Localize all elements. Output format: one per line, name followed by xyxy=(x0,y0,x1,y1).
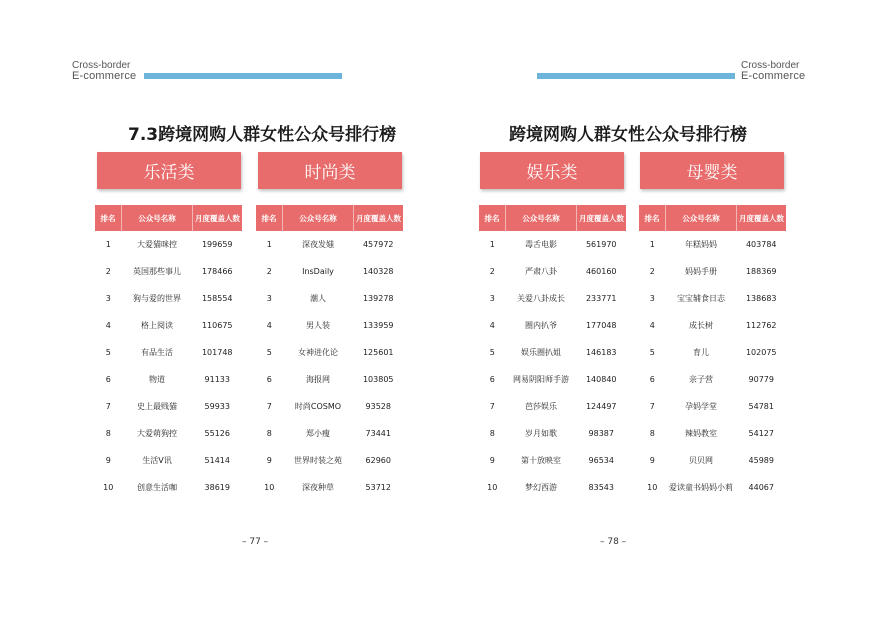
table-row xyxy=(479,366,626,393)
rank-cell: 9 xyxy=(649,456,655,465)
header-bar-right xyxy=(537,73,735,79)
header-coverage: 月度覆盖人数 xyxy=(737,205,787,231)
coverage-cell: 103805 xyxy=(362,375,394,384)
rank-cell: 6 xyxy=(105,375,111,384)
category-banner-entertainment: 娱乐类 xyxy=(480,152,624,189)
rank-cell: 3 xyxy=(489,294,495,303)
table-row xyxy=(256,312,403,339)
rank-cell: 7 xyxy=(266,402,272,411)
account-name-cell: 海报网 xyxy=(306,375,330,384)
table-row xyxy=(256,366,403,393)
header-rank: 排名 xyxy=(479,205,506,231)
coverage-cell: 59933 xyxy=(204,402,230,411)
header-coverage: 月度覆盖人数 xyxy=(193,205,243,231)
ranking-table-leisure xyxy=(95,205,242,501)
coverage-cell: 45989 xyxy=(748,456,774,465)
account-name-cell: 第十放映室 xyxy=(521,456,561,465)
table-row xyxy=(95,447,242,474)
table-row xyxy=(95,393,242,420)
rank-cell: 4 xyxy=(266,321,272,330)
table-row xyxy=(256,285,403,312)
table-row xyxy=(639,447,786,474)
coverage-cell: 54781 xyxy=(748,402,774,411)
account-name-cell: 关爱八卦成长 xyxy=(517,294,565,303)
ranking-table-maternity xyxy=(639,205,786,501)
account-name-cell: 年糕妈妈 xyxy=(685,240,717,249)
account-name-cell: 英国那些事儿 xyxy=(133,267,181,276)
table-row xyxy=(256,474,403,501)
account-name-cell: 大爱猫咪控 xyxy=(137,240,177,249)
coverage-cell: 51414 xyxy=(204,456,230,465)
coverage-cell: 101748 xyxy=(201,348,233,357)
table-row xyxy=(639,393,786,420)
coverage-cell: 403784 xyxy=(745,240,777,249)
account-name-cell: 有品生活 xyxy=(141,348,173,357)
coverage-cell: 98387 xyxy=(588,429,614,438)
rank-cell: 9 xyxy=(489,456,495,465)
table-row xyxy=(479,420,626,447)
table-row xyxy=(95,231,242,258)
account-name-cell: 梦幻西游 xyxy=(525,483,557,492)
category-banner-maternity: 母婴类 xyxy=(640,152,784,189)
coverage-cell: 133959 xyxy=(362,321,394,330)
table-row xyxy=(639,474,786,501)
page-title-left: 7.3跨境网购人群女性公众号排行榜 xyxy=(128,125,397,145)
rank-cell: 9 xyxy=(266,456,272,465)
category-banner-leisure: 乐活类 xyxy=(97,152,241,189)
table-row xyxy=(479,339,626,366)
coverage-cell: 188369 xyxy=(745,267,777,276)
account-name-cell: 圈内扒爷 xyxy=(525,321,557,330)
ranking-table-fashion xyxy=(256,205,403,501)
account-name-cell: 史上最贱猫 xyxy=(137,402,177,411)
coverage-cell: 54127 xyxy=(748,429,774,438)
rank-cell: 4 xyxy=(649,321,655,330)
header-name: 公众号名称 xyxy=(122,205,193,231)
table-row xyxy=(95,474,242,501)
account-name-cell: 女神进化论 xyxy=(298,348,338,357)
rank-cell: 6 xyxy=(266,375,272,384)
header-name: 公众号名称 xyxy=(506,205,577,231)
coverage-cell: 55126 xyxy=(204,429,230,438)
rank-cell: 10 xyxy=(487,483,498,492)
header-rank: 排名 xyxy=(256,205,283,231)
rank-cell: 9 xyxy=(105,456,111,465)
coverage-cell: 83543 xyxy=(588,483,614,492)
rank-cell: 2 xyxy=(649,267,655,276)
account-name-cell: 严肃八卦 xyxy=(525,267,557,276)
rank-cell: 2 xyxy=(489,267,495,276)
account-name-cell: 物道 xyxy=(149,375,165,384)
table-row xyxy=(95,339,242,366)
account-name-cell: 男人装 xyxy=(306,321,330,330)
account-name-cell: 成长树 xyxy=(689,321,713,330)
table-row xyxy=(639,258,786,285)
account-name-cell: 潮人 xyxy=(310,294,326,303)
account-name-cell: 格上阅读 xyxy=(141,321,173,330)
coverage-cell: 124497 xyxy=(585,402,617,411)
table-row xyxy=(479,258,626,285)
table-row xyxy=(256,393,403,420)
category-banner-fashion: 时尚类 xyxy=(258,152,402,189)
rank-cell: 10 xyxy=(264,483,275,492)
table-row xyxy=(639,366,786,393)
coverage-cell: 112762 xyxy=(745,321,777,330)
rank-cell: 1 xyxy=(266,240,272,249)
header-coverage: 月度覆盖人数 xyxy=(354,205,404,231)
header-bar-left xyxy=(144,73,342,79)
rank-cell: 8 xyxy=(489,429,495,438)
rank-cell: 8 xyxy=(105,429,111,438)
account-name-cell: InsDaily xyxy=(302,267,334,276)
table-row xyxy=(95,312,242,339)
page-title-right: 跨境网购人群女性公众号排行榜 xyxy=(509,125,747,145)
page-number-right: – 78 – xyxy=(600,537,627,547)
rank-cell: 7 xyxy=(105,402,111,411)
account-name-cell: 妈妈手册 xyxy=(685,267,717,276)
account-name-cell: 狗与爱的世界 xyxy=(133,294,181,303)
rank-cell: 5 xyxy=(266,348,272,357)
coverage-cell: 139278 xyxy=(362,294,394,303)
rank-cell: 2 xyxy=(266,267,272,276)
coverage-cell: 457972 xyxy=(362,240,394,249)
table-row xyxy=(479,285,626,312)
coverage-cell: 146183 xyxy=(585,348,617,357)
account-name-cell: 毒舌电影 xyxy=(525,240,557,249)
account-name-cell: 生活V讯 xyxy=(142,456,172,465)
brand-line2: E-commerce xyxy=(72,70,137,82)
coverage-cell: 178466 xyxy=(201,267,233,276)
account-name-cell: 辣妈教室 xyxy=(685,429,717,438)
table-row xyxy=(639,420,786,447)
ranking-table-entertainment xyxy=(479,205,626,501)
table-row xyxy=(256,231,403,258)
table-row xyxy=(479,474,626,501)
rank-cell: 3 xyxy=(266,294,272,303)
coverage-cell: 199659 xyxy=(201,240,233,249)
account-name-cell: 世界时装之苑 xyxy=(294,456,342,465)
page-number-left: – 77 – xyxy=(242,537,269,547)
header-rank: 排名 xyxy=(95,205,122,231)
account-name-cell: 大爱萌狗控 xyxy=(137,429,177,438)
header-name: 公众号名称 xyxy=(283,205,354,231)
account-name-cell: 芭莎娱乐 xyxy=(525,402,557,411)
coverage-cell: 91133 xyxy=(204,375,230,384)
table-row xyxy=(256,258,403,285)
account-name-cell: 宝宝辅食日志 xyxy=(677,294,725,303)
coverage-cell: 561970 xyxy=(585,240,617,249)
account-name-cell: 娱乐圈扒姐 xyxy=(521,348,561,357)
coverage-cell: 138683 xyxy=(745,294,777,303)
rank-cell: 6 xyxy=(649,375,655,384)
table-row xyxy=(95,285,242,312)
table-row xyxy=(95,258,242,285)
header-rank: 排名 xyxy=(639,205,666,231)
table-row xyxy=(256,420,403,447)
brand-line2: E-commerce xyxy=(741,70,806,82)
rank-cell: 2 xyxy=(105,267,111,276)
table-row xyxy=(639,231,786,258)
coverage-cell: 233771 xyxy=(585,294,617,303)
coverage-cell: 73441 xyxy=(365,429,391,438)
account-name-cell: 爱读童书妈妈小莉 xyxy=(669,483,733,492)
rank-cell: 10 xyxy=(103,483,114,492)
coverage-cell: 96534 xyxy=(588,456,614,465)
rank-cell: 5 xyxy=(105,348,111,357)
rank-cell: 8 xyxy=(266,429,272,438)
account-name-cell: 亲子营 xyxy=(689,375,713,384)
table-row xyxy=(95,420,242,447)
account-name-cell: 岁月如歌 xyxy=(525,429,557,438)
rank-cell: 7 xyxy=(649,402,655,411)
rank-cell: 1 xyxy=(489,240,495,249)
coverage-cell: 62960 xyxy=(365,456,391,465)
table-row xyxy=(639,285,786,312)
brand-logo-right xyxy=(741,60,805,82)
table-row xyxy=(95,366,242,393)
account-name-cell: 创意生活咖 xyxy=(137,483,177,492)
rank-cell: 3 xyxy=(649,294,655,303)
brand-logo-left xyxy=(72,60,136,82)
coverage-cell: 125601 xyxy=(362,348,394,357)
coverage-cell: 158554 xyxy=(201,294,233,303)
table-row xyxy=(256,339,403,366)
table-row xyxy=(256,447,403,474)
rank-cell: 3 xyxy=(105,294,111,303)
rank-cell: 1 xyxy=(105,240,111,249)
rank-cell: 4 xyxy=(489,321,495,330)
coverage-cell: 53712 xyxy=(365,483,391,492)
coverage-cell: 177048 xyxy=(585,321,617,330)
coverage-cell: 102075 xyxy=(745,348,777,357)
coverage-cell: 93528 xyxy=(365,402,391,411)
account-name-cell: 时尚COSMO xyxy=(294,402,342,411)
rank-cell: 8 xyxy=(649,429,655,438)
account-name-cell: 贝贝网 xyxy=(689,456,713,465)
rank-cell: 1 xyxy=(649,240,655,249)
brand-line1: Cross-border xyxy=(741,60,800,71)
rank-cell: 10 xyxy=(647,483,658,492)
account-name-cell: 孕妈学堂 xyxy=(685,402,717,411)
table-row xyxy=(479,231,626,258)
table-row xyxy=(639,339,786,366)
table-row xyxy=(479,312,626,339)
rank-cell: 5 xyxy=(649,348,655,357)
table-row xyxy=(479,393,626,420)
brand-line1: Cross-border xyxy=(72,60,131,71)
header-name: 公众号名称 xyxy=(666,205,737,231)
account-name-cell: 深夜种草 xyxy=(302,483,334,492)
coverage-cell: 38619 xyxy=(204,483,230,492)
header-coverage: 月度覆盖人数 xyxy=(577,205,627,231)
rank-cell: 6 xyxy=(489,375,495,384)
rank-cell: 5 xyxy=(489,348,495,357)
coverage-cell: 140840 xyxy=(585,375,617,384)
coverage-cell: 110675 xyxy=(201,321,233,330)
account-name-cell: 郑小瘦 xyxy=(306,429,330,438)
rank-cell: 7 xyxy=(489,402,495,411)
coverage-cell: 140328 xyxy=(362,267,394,276)
coverage-cell: 90779 xyxy=(748,375,774,384)
account-name-cell: 育儿 xyxy=(693,348,709,357)
table-row xyxy=(639,312,786,339)
account-name-cell: 深夜发媸 xyxy=(302,240,334,249)
rank-cell: 4 xyxy=(105,321,111,330)
account-name-cell: 网易阴阳师手游 xyxy=(513,375,569,384)
coverage-cell: 460160 xyxy=(585,267,617,276)
coverage-cell: 44067 xyxy=(748,483,774,492)
table-row xyxy=(479,447,626,474)
